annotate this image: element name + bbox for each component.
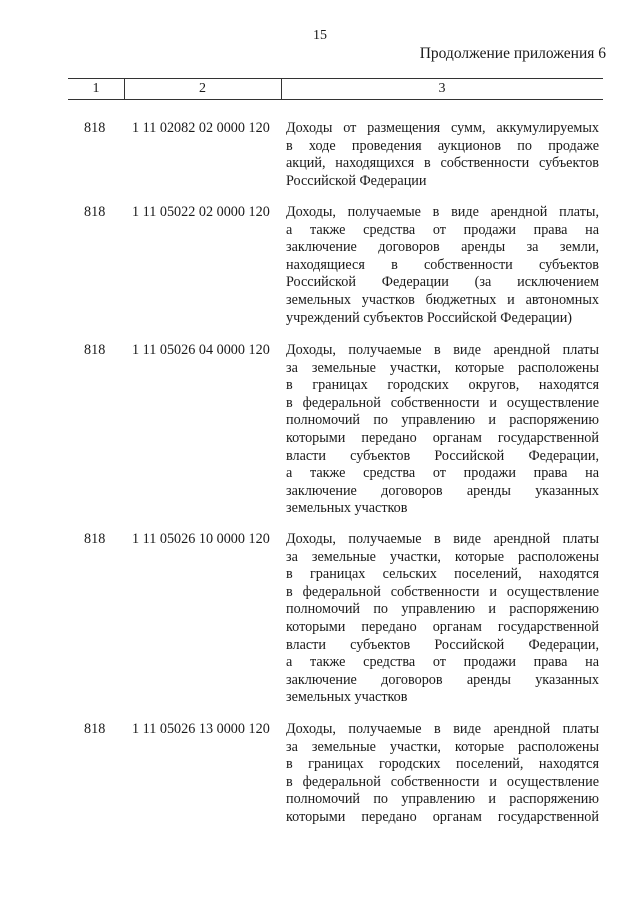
description-line: акций, находящихся в собственности субъектов <box>286 155 599 172</box>
table-header <box>68 78 603 100</box>
description-line: земельных участков <box>286 689 408 706</box>
description-line: Доходы, получаемые в виде арендной платы, <box>286 204 599 220</box>
description-line: в ходе проведения аукционов по продаже <box>286 137 599 154</box>
description-line: Российской Федерации <box>286 172 427 189</box>
description-line: земельных участков бюджетных и автономных <box>286 291 599 308</box>
income-description <box>286 531 599 707</box>
kbk-code: 1 11 05026 13 0000 120 <box>132 721 270 737</box>
admin-code: 818 <box>84 721 106 737</box>
description-line: в федеральной собственности и осуществление <box>286 394 599 411</box>
description-line: полномочий по управлению и распоряжению <box>286 601 599 618</box>
description-line: Доходы, получаемые в виде арендной платы <box>286 531 599 547</box>
admin-code: 818 <box>84 531 106 547</box>
kbk-code: 1 11 02082 02 0000 120 <box>132 120 270 136</box>
description-line: за земельные участки, которые расположены <box>286 738 599 755</box>
description-line: за земельные участки, которые расположены <box>286 359 599 376</box>
kbk-code: 1 11 05026 10 0000 120 <box>132 531 270 547</box>
income-description <box>286 120 599 190</box>
description-line: за земельные участки, которые расположены <box>286 548 599 565</box>
description-line: власти субъектов Российской Федерации, <box>286 447 599 464</box>
header-col-3: 3 <box>438 81 446 96</box>
description-line: Российской Федерации (за исключением <box>286 274 599 291</box>
description-line: в границах сельских поселений, находятся <box>286 566 599 583</box>
income-description <box>286 721 599 827</box>
description-line: а также средства от продажи права на <box>286 465 599 482</box>
admin-code: 818 <box>84 342 106 358</box>
description-line: в границах городских поселений, находятся <box>286 756 599 773</box>
kbk-code: 1 11 05026 04 0000 120 <box>132 342 270 358</box>
page-number: 15 <box>313 28 327 43</box>
description-line: а также средства от продажи права на <box>286 654 599 671</box>
description-line: а также средства от продажи права на <box>286 221 599 238</box>
description-line: заключение договоров аренды указанных <box>286 482 599 499</box>
description-line: Доходы, получаемые в виде арендной платы <box>286 342 599 358</box>
header-col-2: 2 <box>124 79 282 99</box>
admin-code: 818 <box>84 204 106 220</box>
income-description <box>286 204 599 327</box>
description-line: полномочий по управлению и распоряжению <box>286 412 599 429</box>
description-line: полномочий по управлению и распоряжению <box>286 791 599 808</box>
income-description <box>286 342 599 518</box>
description-line: которыми передано органам государственной <box>286 618 599 635</box>
continuation-label: Продолжение приложения 6 <box>419 45 606 62</box>
admin-code: 818 <box>84 120 106 136</box>
description-line: которыми передано органам государственной <box>286 429 599 446</box>
description-line: Доходы от размещения сумм, аккумулируемых <box>286 120 599 136</box>
kbk-code: 1 11 05022 02 0000 120 <box>132 204 270 220</box>
description-line: которыми передано органам государственной <box>286 808 599 825</box>
description-line: в федеральной собственности и осуществление <box>286 583 599 600</box>
description-line: земельных участков <box>286 500 408 517</box>
description-line: находящиеся в собственности субъектов <box>286 256 599 273</box>
description-line: заключение договоров аренды указанных <box>286 671 599 688</box>
description-line: заключение договоров аренды за земли, <box>286 239 599 256</box>
description-line: власти субъектов Российской Федерации, <box>286 636 599 653</box>
description-line: в федеральной собственности и осуществление <box>286 773 599 790</box>
description-line: Доходы, получаемые в виде арендной платы <box>286 721 599 737</box>
description-line: учреждений субъектов Российской Федерации) <box>286 309 573 326</box>
description-line: в границах городских округов, находятся <box>286 377 599 394</box>
header-col-1: 1 <box>68 79 125 99</box>
